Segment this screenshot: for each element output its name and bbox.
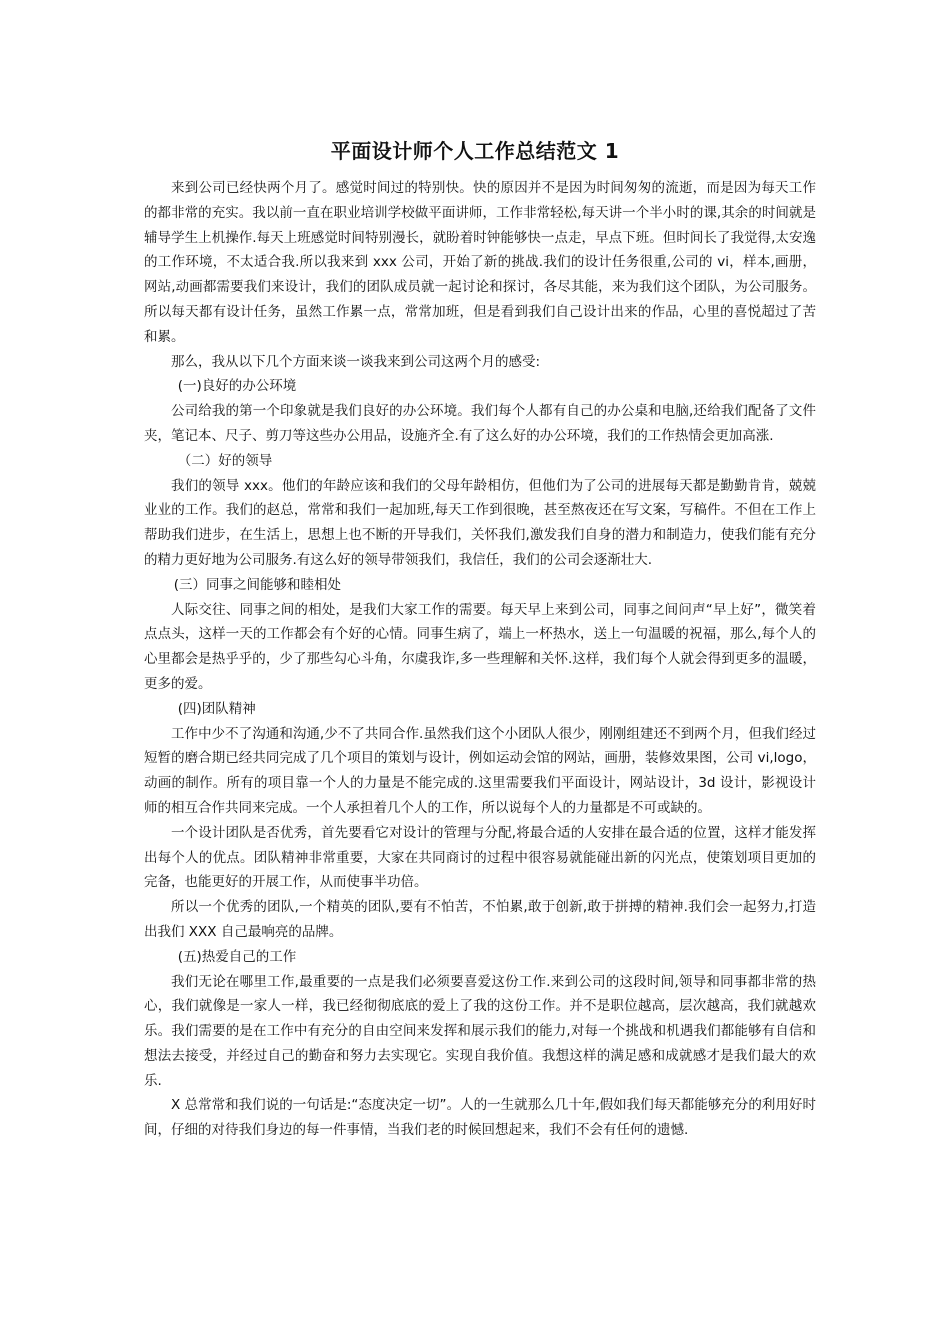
paragraph: 我们的领导 xxx。他们的年龄应该和我们的父母年龄相仿，但他们为了公司的进展每天都是勤勤肯肯，兢兢业业的工作。我们的赵总，常常和我们一起加班,每天工作到很晚，甚至熬夜还在写文案，写稿件。不但在工作上帮助我们进步，在生活上，思想上也不断的开导我们，关怀我们,激发我们自身的潜力和制造力，使我们能有充分的精力更好地为公司服务.有这么好的领导带领我们，我信任，我们的公司会逐渐壮大.	[144, 477, 816, 568]
paragraph: 人际交往、同事之间的相处，是我们大家工作的需要。每天早上来到公司，同事之间问声“早上好”，微笑着点点头，这样一天的工作都会有个好的心情。同事生病了，端上一杯热水，送上一句温暖的祝福，那么,每个人的心里都会是热乎乎的，少了那些勾心斗角，尔虞我诈,多一些理解和关怀.这样，我们每个人就会得到更多的温暖，更多的爱。	[144, 601, 816, 692]
paragraph: 工作中少不了沟通和沟通,少不了共同合作.虽然我们这个小团队人很少，刚刚组建还不到两个月，但我们经过短暂的磨合期已经共同完成了几个项目的策划与设计，例如运动会馆的网站，画册，装修效果图，公司 vi,logo，动画的制作。所有的项目靠一个人的力量是不能完成的.这里需要我们平面设计，网站设计，3d 设计，影视设计师的相互合作共同来完成。一个人承担着几个人的工作，所以说每个人的力量都是不可或缺的。	[144, 725, 816, 816]
paragraph: 那么，我从以下几个方面来谈一谈我来到公司这两个月的感受:	[171, 353, 541, 370]
section-heading: (三）同事之间能够和睦相处	[173, 576, 341, 593]
paragraph: 所以一个优秀的团队,一个精英的团队,要有不怕苦，不怕累,敢于创新,敢于拼搏的精神.我们会一起努力,打造出我们 XXX 自己最响亮的品牌。	[144, 899, 816, 940]
document-title: 平面设计师个人工作总结范文 1	[330, 139, 620, 163]
paragraph: X 总常常和我们说的一句话是:“态度决定一切”。人的一生就那么几十年,假如我们每天都能够充分的利用好时间，仔细的对待我们身边的每一件事情，当我们老的时候回想起来，我们不会有任何的遗憾.	[144, 1097, 816, 1139]
paragraph: 公司给我的第一个印象就是我们良好的办公环境。我们每个人都有自己的办公桌和电脑,还给我们配备了文件夹，笔记本、尺子、剪刀等这些办公用品，设施齐全.有了这么好的办公环境，我们的工作热情会更加高涨.	[144, 403, 816, 444]
section-heading: (一)良好的办公环境	[177, 378, 297, 395]
section-heading: （二）好的领导	[177, 452, 273, 469]
paragraph: 一个设计团队是否优秀，首先要看它对设计的管理与分配,将最合适的人安排在最合适的位置，这样才能发挥出每个人的优点。团队精神非常重要，大家在共同商讨的过程中很容易就能碰出新的闪光点，使策划项目更加的完备，也能更好的开展工作，从而使事半功倍。	[144, 824, 816, 891]
section-heading: (五)热爱自己的工作	[177, 948, 297, 965]
paragraph: 我们无论在哪里工作,最重要的一点是我们必须要喜爱这份工作.来到公司的这段时间,领导和同事都非常的热心，我们就像是一家人一样，我已经彻彻底底的爱上了我的这份工作。并不是职位越高，层次越高，我们就越欢乐。我们需要的是在工作中有充分的自由空间来发挥和展示我们的能力,对每一个挑战和机遇我们都能够有自信和想法去接受，并经过自己的勤奋和努力去实现它。实现自我价值。我想这样的满足感和成就感才是我们最大的欢乐.	[144, 973, 816, 1089]
section-heading: (四)团队精神	[177, 700, 256, 717]
paragraph: 来到公司已经快两个月了。感觉时间过的特别快。快的原因并不是因为时间匆匆的流逝，而是因为每天工作的都非常的充实。我以前一直在职业培训学校做平面讲师，工作非常轻松,每天讲一个半小时的课,其余的时间就是辅导学生上机操作.每天上班感觉时间特别漫长，就盼着时钟能够快一点走，早点下班。但时间长了我觉得,太安逸的工作环境，不太适合我.所以我来到 xxx 公司，开始了新的挑战.我们的设计任务很重,公司的 vi，样本,画册，网站,动画都需要我们来设计，我们的团队成员就一起讨论和探讨，各尽其能，来为我们这个团队，为公司服务。所以每天都有设计任务，虽然工作累一点，常常加班，但是看到我们自己设计出来的作品，心里的喜悦超过了苦和累。	[144, 180, 816, 345]
document-body	[144, 176, 816, 1143]
